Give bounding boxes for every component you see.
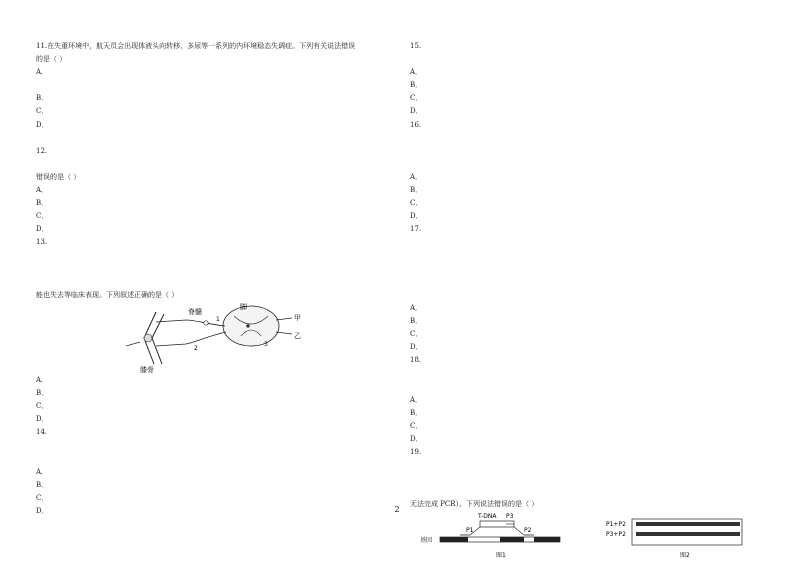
fig2-band-row2 bbox=[636, 532, 740, 536]
q13-option-c: C． bbox=[36, 402, 49, 411]
label-node-3: 3 bbox=[264, 340, 268, 348]
q19-figures bbox=[410, 511, 780, 561]
q19-stem-line-3 bbox=[410, 472, 780, 485]
q17-stem-line-3 bbox=[410, 250, 780, 263]
q14-option-c: C． bbox=[36, 493, 49, 502]
q15-option-d: D． bbox=[410, 107, 423, 116]
q17-option-d: D． bbox=[410, 343, 423, 352]
central-canal bbox=[246, 324, 249, 327]
fig1-exon-1 bbox=[440, 537, 468, 542]
label-node-1: 1 bbox=[216, 315, 220, 323]
q12-stem-line-2 bbox=[36, 158, 406, 171]
q17-stem-line-2 bbox=[410, 236, 780, 249]
q13-stem-line-3 bbox=[36, 263, 406, 276]
q12-option-b: B． bbox=[36, 199, 49, 208]
q16-stem-line-4 bbox=[410, 158, 780, 171]
fig1-exon-2 bbox=[500, 537, 524, 542]
q19-number: 19. bbox=[410, 447, 422, 456]
q18-option-d: D． bbox=[410, 434, 423, 443]
fig1-caption: 图1 bbox=[496, 552, 506, 560]
q15-stem-line-2 bbox=[410, 53, 780, 66]
q12-option-a: A． bbox=[36, 186, 49, 195]
fig1-label-p3: P3 bbox=[506, 513, 514, 521]
fig2-caption: 图2 bbox=[680, 552, 690, 560]
label-spinal-cord: 脊髓 bbox=[188, 307, 202, 316]
hammer-tap bbox=[126, 342, 140, 346]
fig2-label-row2: P3+P2 bbox=[606, 531, 626, 539]
q12-stem-line-1 bbox=[36, 145, 406, 158]
q13-reflex-arc-figure bbox=[36, 302, 406, 374]
q16-stem-line-3 bbox=[410, 145, 780, 158]
q13-number: 13. bbox=[36, 238, 48, 247]
knee-shape bbox=[144, 334, 152, 342]
q18-stem-line-2 bbox=[410, 367, 780, 380]
q17-option-b: B． bbox=[410, 316, 423, 325]
q13-option-b: B． bbox=[36, 388, 49, 397]
fig1-label-gene: 基因 bbox=[420, 537, 433, 545]
q19-stem-line-4 bbox=[410, 485, 780, 498]
fig1-label-p2: P2 bbox=[524, 527, 532, 535]
q14-stem-line-2 bbox=[36, 439, 406, 452]
q11-option-a: A． bbox=[36, 68, 49, 77]
q14-option-a: A． bbox=[36, 467, 49, 476]
q14-stem-line-3 bbox=[36, 452, 406, 465]
question-13 bbox=[36, 236, 406, 426]
q12-option-d: D． bbox=[36, 225, 49, 234]
efferent-fiber bbox=[156, 332, 226, 346]
q17-option-c: C． bbox=[410, 330, 423, 339]
q17-stem-line-1 bbox=[410, 223, 780, 236]
q12-option-c: C． bbox=[36, 212, 49, 221]
question-11 bbox=[36, 40, 406, 145]
q17-stem-line-6 bbox=[410, 289, 780, 302]
right-column bbox=[410, 40, 780, 561]
q12-stem-line-3: 错误的是（ ） bbox=[36, 172, 81, 181]
q17-stem-line-5 bbox=[410, 276, 780, 289]
ganglion-node bbox=[204, 321, 208, 325]
q14-number: 14. bbox=[36, 428, 48, 437]
q14-stem-line-1 bbox=[36, 426, 406, 439]
q13-option-a: A． bbox=[36, 375, 49, 384]
label-yi: 乙 bbox=[294, 331, 301, 340]
q12-number: 12. bbox=[36, 146, 48, 155]
jia-pointer bbox=[276, 318, 292, 320]
reflex-arc-diagram bbox=[36, 302, 406, 374]
q11-option-d-cont bbox=[36, 132, 406, 145]
fig1-label-tdna: T-DNA bbox=[478, 513, 497, 521]
question-15 bbox=[410, 40, 780, 119]
q16-option-a: A． bbox=[410, 172, 423, 181]
afferent-fiber bbox=[156, 320, 225, 326]
tdna-pcr-diagrams bbox=[410, 511, 780, 561]
q11-option-a-cont bbox=[36, 79, 406, 92]
q11-option-c: C． bbox=[36, 107, 49, 116]
q15-option-b: B． bbox=[410, 81, 423, 90]
fig1-insert-right bbox=[514, 527, 524, 535]
q14-option-d: D． bbox=[36, 506, 49, 515]
q16-number: 16. bbox=[410, 120, 422, 129]
q15-stem-line-1 bbox=[410, 40, 780, 53]
question-16 bbox=[410, 119, 780, 224]
q11-option-d: D． bbox=[36, 120, 49, 129]
q18-stem-line-1 bbox=[410, 354, 780, 367]
fig2-bands-row1 bbox=[636, 522, 740, 526]
label-jia: 甲 bbox=[294, 313, 301, 322]
q18-option-c: C． bbox=[410, 421, 423, 430]
q18-option-a: A． bbox=[410, 395, 423, 404]
fig2-band-row1 bbox=[636, 522, 740, 526]
q13-stem-line-5: 能也失去等临床表现。下列叙述正确的是（ ） bbox=[36, 290, 179, 299]
q18-number: 18. bbox=[410, 356, 422, 365]
q11-option-b: B． bbox=[36, 94, 49, 103]
q16-stem-line-1 bbox=[410, 119, 780, 132]
yi-pointer bbox=[276, 332, 292, 334]
q14-option-b: B． bbox=[36, 480, 49, 489]
q17-number: 17. bbox=[410, 225, 422, 234]
q15-option-a: A． bbox=[410, 68, 423, 77]
question-12 bbox=[36, 145, 406, 237]
label-jiao: 脚 bbox=[240, 302, 247, 311]
q11-number: 11. bbox=[36, 42, 48, 50]
q13-stem-line-1 bbox=[36, 236, 406, 249]
q11-stem-line-2: 的是（ ） bbox=[36, 55, 67, 64]
q11-stem-line-1: 11.在失重环境中，航天员会出现体液头向转移、多尿等一系列的内环境稳态失调症。下列有关说法错误 bbox=[36, 42, 356, 50]
page-number: 2 bbox=[394, 505, 400, 514]
q13-stem-line-2 bbox=[36, 250, 406, 263]
left-column bbox=[36, 40, 406, 518]
fig2-label-row1: P1+P2 bbox=[606, 521, 626, 529]
question-18 bbox=[410, 354, 780, 446]
fig2-bands-row2 bbox=[636, 532, 740, 536]
q13-option-d: D． bbox=[36, 415, 49, 424]
q19-stem-line-1 bbox=[410, 446, 780, 459]
label-node-2: 2 bbox=[194, 344, 198, 352]
q15-number: 15. bbox=[410, 42, 422, 50]
spinal-cord-shape bbox=[223, 306, 279, 346]
question-17 bbox=[410, 223, 780, 354]
q19-stem-line-2 bbox=[410, 459, 780, 472]
q17-option-a: A． bbox=[410, 303, 423, 312]
q16-option-c: C． bbox=[410, 199, 423, 208]
q16-option-b: B． bbox=[410, 186, 423, 195]
q18-stem-line-3 bbox=[410, 380, 780, 393]
q15-option-c: C． bbox=[410, 94, 423, 103]
q16-option-d: D． bbox=[410, 212, 423, 221]
q16-stem-line-2 bbox=[410, 132, 780, 145]
q19-stem-line-5: 无法完成 PCR）。下列说法错误的是（ ） bbox=[410, 500, 539, 509]
q17-stem-line-4 bbox=[410, 263, 780, 276]
label-tubercle: 膝骨 bbox=[140, 365, 154, 374]
fig1-label-p1: P1 bbox=[466, 527, 474, 535]
fig1-exon-3 bbox=[534, 537, 560, 542]
q18-option-b: B． bbox=[410, 408, 423, 417]
q13-stem-line-4 bbox=[36, 276, 406, 289]
question-19 bbox=[410, 446, 780, 561]
